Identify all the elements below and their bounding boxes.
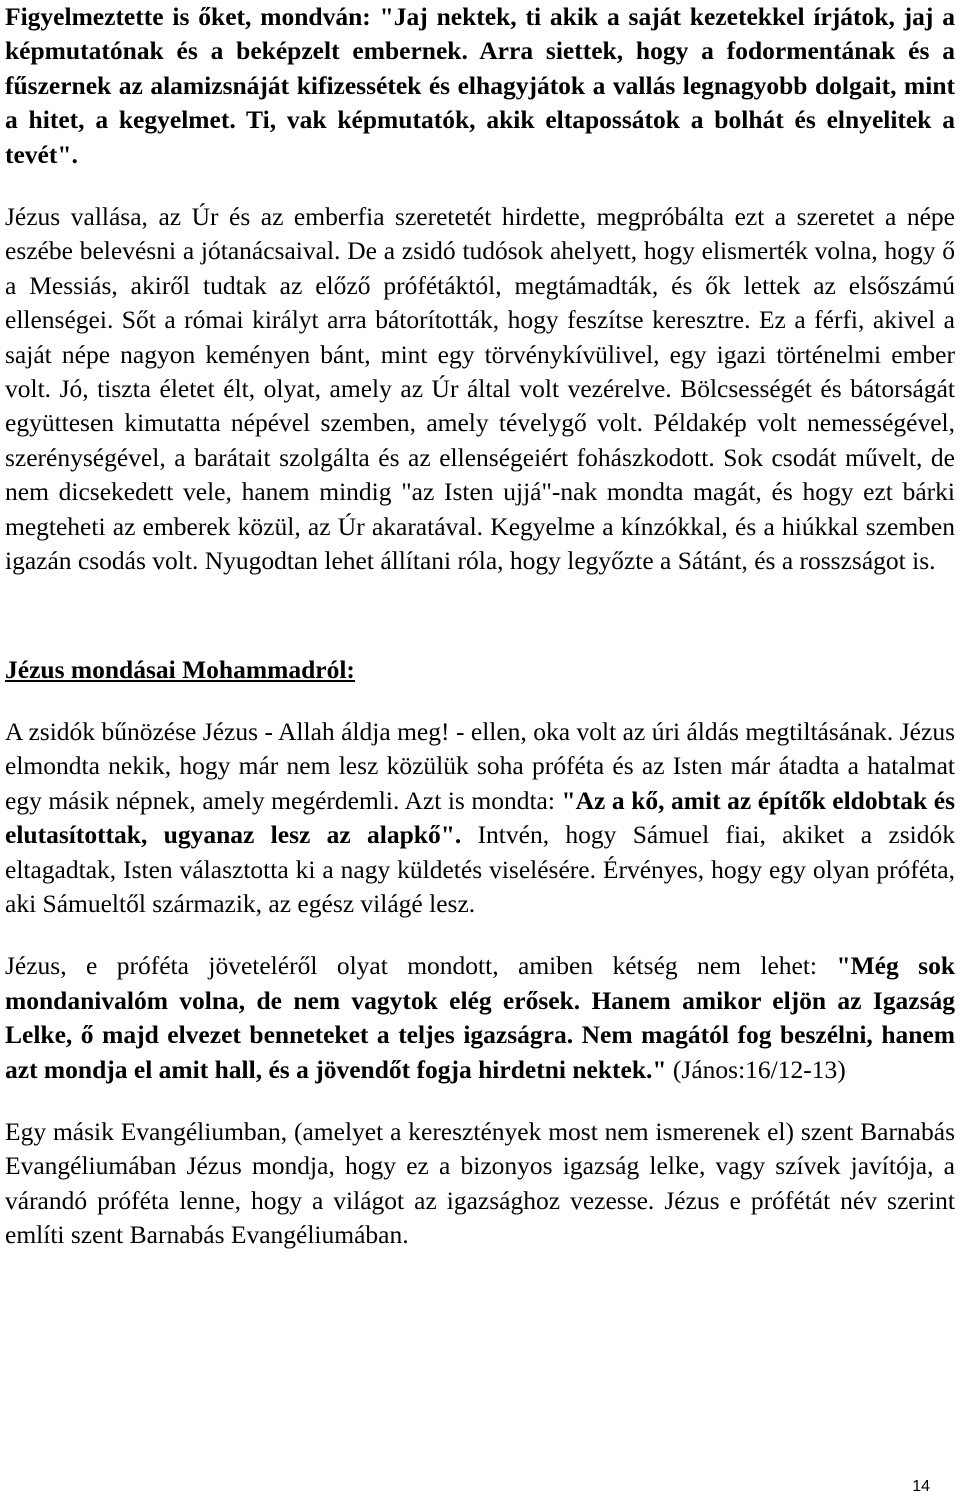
page-number: 14 bbox=[912, 1478, 930, 1495]
paragraph-2-text: Jézus vallása, az Úr és az emberfia szeretetét hirdette, megpróbálta ezt a szeretet a népe eszébe belevésni a jótanácsaival. bbox=[5, 202, 955, 266]
paragraph-2-cont: De a zsidó tudósok ahelyett, hogy elismerték volna, hogy ő a Messiás, akiről tudtak az előző prófétáktól, megtámadták, és ők lettek az elsőszámú ellenségei. Sőt a római királyt arra bátorították, hogy feszítse keresztre. Ez a férfi, akivel a saját népe nagyon keményen bánt, mint egy törvénykívülivel, egy igazi történelmi ember volt. Jó, tiszta életet élt, olyat, amely az Úr által volt vezérelve. Bölcsességét és bátorságát együttesen kimutatta népével szemben, amely tévelygő volt. Példakép volt nemességével, szerénységével, a barátait szolgálta és az ellenségeiért fohászkodott. Sok csodát művelt, de nem dicsekedett vele, hanem mindig "az Isten ujjá"-nak mondta magát, és hogy ezt bárki megteheti az emberek közül, az Úr akaratával. Kegyelme a kínzókkal, és a hiúkkal szemben igazán csodás volt. Nyugodtan lehet állítani róla, hogy legyőzte a Sátánt, és a rosszságot is. bbox=[5, 236, 955, 576]
paragraph-3-text-a: A zsidók bűnözése Jézus - Allah áldja meg! - ellen, oka volt az úri áldás megtiltásának. Jézus elmondta nekik, hogy már nem lesz közülük soha próféta és az Isten már átadta a hatalmat egy másik népnek, amely megérdemli. Azt is mondta: bbox=[5, 716, 955, 815]
paragraph-3 bbox=[5, 715, 955, 921]
paragraph-3-bold: "Az a kő, amit az építők eldobtak és elutasítottak, ugyanaz lesz az alapkő". bbox=[5, 785, 955, 850]
paragraph-4-bold: "Még sok mondanivalóm volna, de nem vagytok elég erősek. Hanem amikor eljön az Igazság Lelke, ő majd elvezet benneteket a teljes igazságra. Nem magától fog beszélni, hanem azt mondja el amit hall, és a jövendőt fogja hirdetni nektek." bbox=[5, 951, 956, 1084]
paragraph-2 bbox=[5, 200, 955, 578]
paragraph-1 bbox=[5, 0, 955, 172]
paragraph-4-text-a: Jézus, e próféta jöveteléről olyat mondott, amiben kétség nem lehet: bbox=[5, 951, 837, 981]
paragraph-4 bbox=[5, 949, 955, 1087]
bold-quote: Figyelmeztette is őket, mondván: "Jaj nektek, ti akik a saját kezetekkel írjátok, jaj a képmutatónak és a beképzelt embernek. Arra siettek, hogy a fodormentának és a fűszernek az alamizsnáját kifizessétek és elhagyjátok a vallás legnagyobb dolgait, mint a hitet, a kegyelmet. Ti, vak képmutatók, akik eltapossátok a bolhát és elnyelitek a tevét". bbox=[5, 2, 955, 169]
paragraph-3-text-b: Intvén, hogy Sámuel fiai, akiket a zsidók eltagadtak, Isten választotta ki a nagy küldetés viselésére. Érvényes, hogy egy olyan próféta, aki Sámueltől származik, az egész világé lesz. bbox=[5, 820, 955, 918]
section-heading: Jézus mondásai Mohammadról: bbox=[5, 654, 355, 684]
paragraph-5 bbox=[5, 1115, 955, 1253]
document-page bbox=[5, 0, 955, 1253]
paragraph-4-citation: (János:16/12-13) bbox=[666, 1054, 846, 1084]
paragraph-5-text: Egy másik Evangéliumban, (amelyet a keresztények most nem ismerenek el) szent Barnabás Evangéliumában Jézus mondja, hogy ez a bizonyos igazság lelke, vagy szívek javítója, a várandó próféta lenne, hogy a világot az igazsághoz vezesse. Jézus e prófétát név szerint említi szent Barnabás Evangéliumában. bbox=[5, 1116, 955, 1250]
